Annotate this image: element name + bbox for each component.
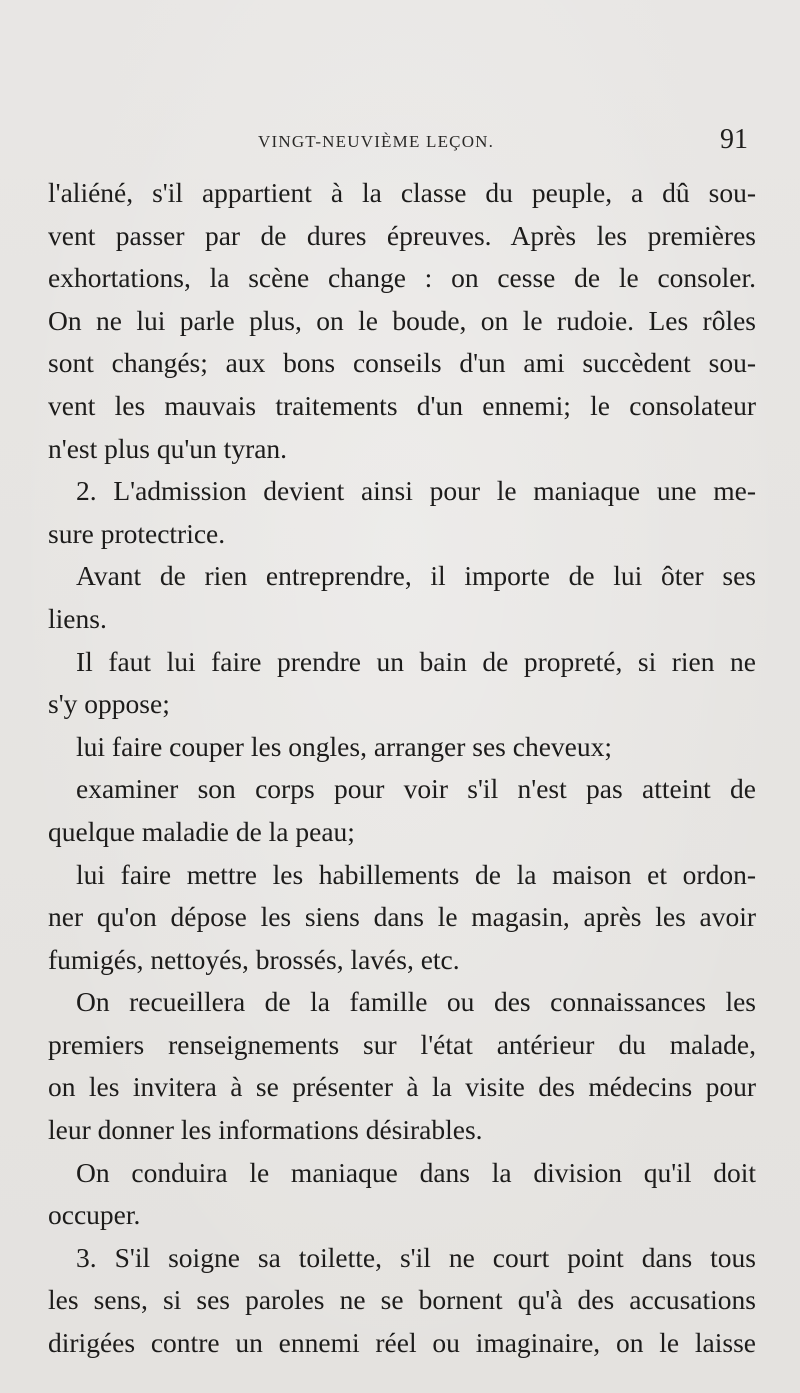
text-line: Il faut lui faire prendre un bain de propreté, si rien ne (76, 645, 756, 677)
text-line: leur donner les informations désirables. (48, 1114, 483, 1146)
text-line: s'y oppose; (48, 688, 170, 720)
page-number: 91 (720, 124, 748, 155)
text-line: dirigées contre un ennemi réel ou imaginaire, on le laisse (48, 1327, 756, 1359)
text-line: 3. S'il soigne sa toilette, s'il ne court point dans tous (76, 1241, 756, 1273)
text-line: liens. (48, 602, 107, 634)
text-line: l'aliéné, s'il appartient à la classe du peuple, a dû sou- (48, 177, 756, 208)
text-line: sont changés; aux bons conseils d'un ami succèdent sou- (48, 347, 756, 379)
text-line: premiers renseignements sur l'état antérieur du malade, (48, 1028, 756, 1060)
text-line: fumigés, nettoyés, brossés, lavés, etc. (48, 943, 460, 975)
text-line: vent les mauvais traitements d'un ennemi; le consolateur (48, 389, 756, 421)
text-line: On recueillera de la famille ou des connaissances les (76, 986, 756, 1018)
body-text (48, 172, 756, 1365)
text-line: exhortations, la scène change : on cesse de le consoler. (48, 262, 756, 294)
text-line: sure protectrice. (48, 517, 226, 549)
text-line: les sens, si ses paroles ne se bornent qu'à des accusations (48, 1284, 756, 1316)
running-title: VINGT-NEUVIÈME LEÇON. (258, 132, 495, 151)
text-line: Avant de rien entreprendre, il importe de lui ôter ses (76, 560, 756, 592)
text-line: On ne lui parle plus, on le boude, on le rudoie. Les rôles (48, 304, 756, 336)
text-line: On conduira le maniaque dans la division qu'il doit (76, 1156, 756, 1188)
text-line: 2. L'admission devient ainsi pour le maniaque une me- (76, 475, 756, 507)
running-head (48, 124, 756, 160)
text-line: occuper. (48, 1199, 141, 1231)
text-line: n'est plus qu'un tyran. (48, 432, 288, 464)
text-line: on les invitera à se présenter à la visite des médecins pour (48, 1071, 756, 1103)
text-line: lui faire mettre les habillements de la maison et ordon- (76, 858, 756, 890)
text-line: quelque maladie de la peau; (48, 815, 355, 847)
text-line: examiner son corps pour voir s'il n'est pas atteint de (76, 773, 756, 805)
text-line: vent passer par de dures épreuves. Après les premières (48, 219, 756, 251)
text-line: lui faire couper les ongles, arranger ses cheveux; (76, 730, 613, 762)
text-line: ner qu'on dépose les siens dans le magasin, après les avoir (48, 901, 756, 933)
